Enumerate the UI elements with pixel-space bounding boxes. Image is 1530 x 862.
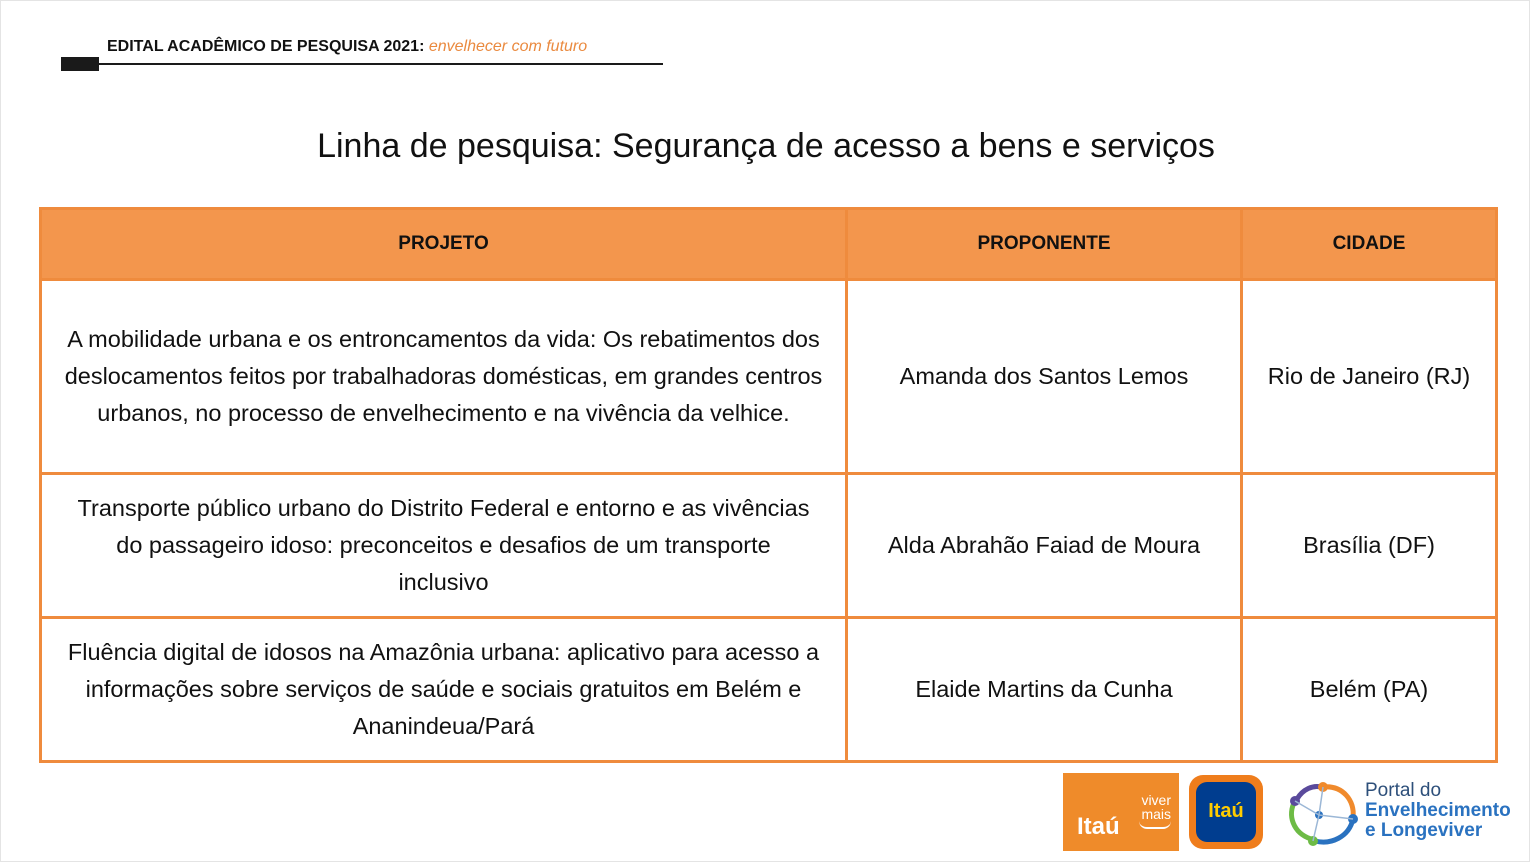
itau-logo-inner: [1196, 782, 1256, 842]
portal-logo-text: [1365, 781, 1511, 841]
portal-line-3: e Longeviver: [1365, 820, 1483, 841]
logo-itau-text: Itaú: [1077, 813, 1120, 840]
column-header-proponente: PROPONENTE: [847, 209, 1242, 280]
portal-network-icon: [1283, 779, 1363, 849]
header-title-italic: envelhecer com futuro: [428, 38, 588, 55]
cell-proponente: Amanda dos Santos Lemos: [847, 280, 1242, 474]
column-header-cidade: CIDADE: [1242, 209, 1497, 280]
column-header-projeto: PROJETO: [41, 209, 847, 280]
cell-proponente: Elaide Martins da Cunha: [847, 618, 1242, 762]
table-row: [41, 618, 1497, 762]
table-row: [41, 280, 1497, 474]
itau-viver-mais-logo: [1063, 773, 1179, 851]
header-title: [107, 38, 587, 56]
projects-table: [39, 207, 1498, 763]
table-header-row: [41, 209, 1497, 280]
cell-projeto: Fluência digital de idosos na Amazônia urbana: aplicativo para acesso a informações sobre serviços de saúde e sociais gratuitos em Belém e Ananindeua/Pará: [41, 618, 847, 762]
portal-line-1: Portal do: [1365, 780, 1442, 801]
cell-proponente: Alda Abrahão Faiad de Moura: [847, 474, 1242, 618]
portal-line-2: Envelhecimento: [1365, 800, 1511, 821]
cell-projeto: A mobilidade urbana e os entroncamentos da vida: Os rebatimentos dos deslocamentos feitos por trabalhadoras domésticas, em grandes centros urbanos, no processo de envelhecimento e na vivência da velhice.: [41, 280, 847, 474]
header-title-strong: EDITAL ACADÊMICO DE PESQUISA 2021:: [107, 38, 425, 55]
cell-cidade: Rio de Janeiro (RJ): [1242, 280, 1497, 474]
itau-logo-text: Itaú: [1208, 800, 1244, 822]
logo-viver-text: viver: [1141, 792, 1171, 808]
cell-cidade: Belém (PA): [1242, 618, 1497, 762]
table-row: [41, 474, 1497, 618]
smile-icon: [1139, 821, 1171, 829]
slide-header: [61, 37, 663, 73]
cell-projeto: Transporte público urbano do Distrito Federal e entorno e as vivências do passageiro idoso: preconceitos e desafios de um transporte inclusivo: [41, 474, 847, 618]
slide-title: Linha de pesquisa: Segurança de acesso a bens e serviços: [317, 127, 1215, 165]
cell-cidade: Brasília (DF): [1242, 474, 1497, 618]
itau-logo: [1189, 775, 1263, 849]
header-rule: [61, 63, 663, 65]
logo-mais-text: mais: [1141, 806, 1171, 822]
